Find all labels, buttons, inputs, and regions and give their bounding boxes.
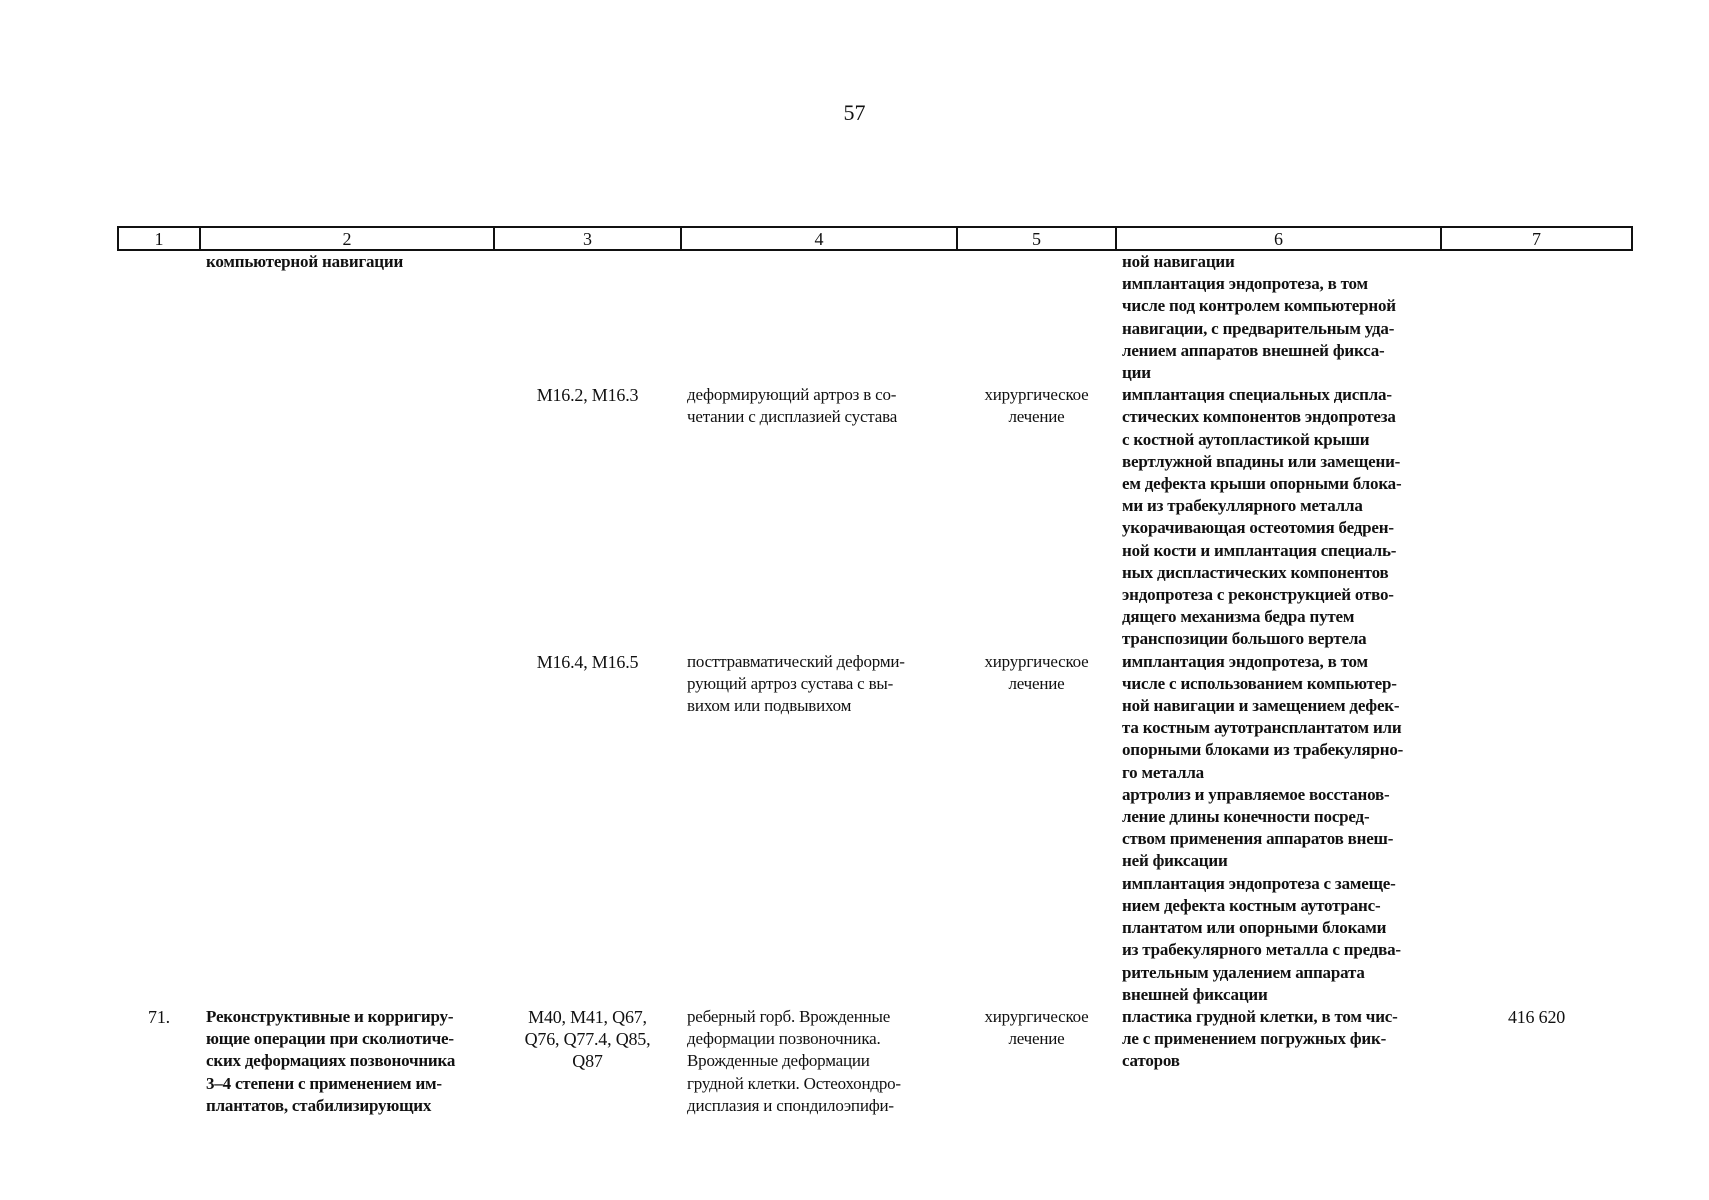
text-line: хирургическое: [984, 385, 1089, 405]
text-line: плантатом или опорными блоками: [1122, 918, 1387, 938]
text-line: ной навигации и замещением дефек-: [1122, 696, 1400, 716]
text-line: деформирующий артроз в со-: [687, 385, 897, 405]
text-line: хирургическое: [984, 1006, 1089, 1026]
text-line: компьютерной навигации: [206, 252, 404, 271]
patient-model-cell: [681, 384, 957, 650]
text-line: грудной клетки. Остеохондро-: [687, 1073, 901, 1093]
procedures-cell: [1116, 1006, 1441, 1117]
text-line: из трабекулярного металла с предва-: [1122, 940, 1401, 960]
text-line: ление длины конечности посред-: [1122, 807, 1370, 827]
text-line: ем дефекта крыши опорными блока-: [1122, 474, 1402, 494]
text-line: M40, M41, Q67,: [528, 1006, 647, 1027]
text-line: четании с дисплазией сустава: [687, 407, 898, 427]
text-line: Q76, Q77.4, Q85,: [524, 1029, 651, 1050]
row-number-cell: [118, 651, 200, 1006]
header-cell: 1: [118, 227, 200, 250]
header-cell: 4: [681, 227, 957, 250]
text-line: эндопротеза с реконструкцией отво-: [1122, 585, 1394, 605]
row-number-cell: [118, 250, 200, 384]
text-line: ле с применением погружных фик-: [1122, 1029, 1387, 1049]
text-line: Q87: [572, 1051, 603, 1072]
text-line: с костной аутопластикой крыши: [1122, 429, 1370, 449]
service-name-cell: [200, 250, 494, 384]
text-line: числе под контролем компьютерной: [1122, 296, 1396, 316]
service-name-cell: [200, 1006, 494, 1117]
patient-model-cell: [681, 651, 957, 1006]
treatment-method-cell: [957, 1006, 1116, 1117]
text-line: реберный горб. Врожденные: [687, 1006, 891, 1026]
text-line: Реконструктивные и корригиру-: [206, 1006, 454, 1026]
text-line: пластика грудной клетки, в том чис-: [1122, 1006, 1398, 1026]
text-line: лечение: [1008, 407, 1065, 427]
text-line: лением аппаратов внешней фикса-: [1122, 340, 1385, 360]
header-cell: 6: [1116, 227, 1441, 250]
text-line: ми из трабекуллярного металла: [1122, 496, 1363, 516]
text-line: укорачивающая остеотомия бедрен-: [1122, 518, 1394, 538]
text-line: дисплазия и спондилоэпифи-: [687, 1095, 894, 1115]
table-row: [118, 250, 1632, 384]
procedures-cell: [1116, 250, 1441, 384]
text-line: ющие операции при сколиотиче-: [206, 1029, 454, 1049]
header-cell: 3: [494, 227, 681, 250]
text-line: рующий артроз сустава с вы-: [687, 673, 894, 693]
table-header-row: [118, 227, 1632, 250]
cell-text: 416 620: [1507, 1006, 1566, 1027]
text-line: вертлужной впадины или замещени-: [1122, 451, 1401, 471]
text-line: 3–4 степени с применением им-: [206, 1073, 442, 1093]
text-line: посттравматический деформи-: [687, 651, 905, 671]
text-line: вихом или подвывихом: [687, 696, 852, 716]
text-line: плантатов, стабилизирующих: [206, 1095, 432, 1115]
icd-codes-cell: [494, 250, 681, 384]
text-line: ских деформациях позвоночника: [206, 1051, 456, 1071]
table-row: [118, 1006, 1632, 1117]
text-line: M16.2, M16.3: [536, 385, 639, 406]
cost-cell: [1441, 1006, 1632, 1117]
text-line: внешней фиксации: [1122, 984, 1268, 1004]
text-line: имплантация эндопротеза с замеще-: [1122, 873, 1396, 893]
text-line: рительным удалением аппарата: [1122, 962, 1365, 982]
cell-text: 71.: [148, 1006, 170, 1027]
text-line: та костным аутотрансплантатом или: [1122, 718, 1402, 738]
table-row: [118, 384, 1632, 650]
text-line: опорными блоками из трабекулярно-: [1122, 740, 1404, 760]
text-line: имплантация эндопротеза, в том: [1122, 274, 1368, 294]
services-table: [117, 226, 1633, 1117]
procedures-cell: [1116, 384, 1441, 650]
text-line: хирургическое: [984, 651, 1089, 671]
text-line: нием дефекта костным аутотранс-: [1122, 895, 1381, 915]
table-row: [118, 651, 1632, 1006]
text-line: стических компонентов эндопротеза: [1122, 407, 1396, 427]
text-line: ней фиксации: [1122, 851, 1228, 871]
text-line: ной навигации: [1122, 252, 1235, 271]
procedures-cell: [1116, 651, 1441, 1006]
header-cell: 7: [1441, 227, 1632, 250]
text-line: ной кости и имплантация специаль-: [1122, 540, 1397, 560]
text-line: го металла: [1122, 762, 1204, 782]
text-line: ством применения аппаратов внеш-: [1122, 829, 1394, 849]
text-line: транспозиции большого вертела: [1122, 629, 1367, 649]
icd-codes-cell: [494, 651, 681, 1006]
cost-cell: [1441, 384, 1632, 650]
text-line: Врожденные деформации: [687, 1051, 870, 1071]
header-cell: 5: [957, 227, 1116, 250]
cost-cell: [1441, 250, 1632, 384]
service-name-cell: [200, 651, 494, 1006]
text-line: дящего механизма бедра путем: [1122, 607, 1355, 627]
text-line: числе с использованием компьютер-: [1122, 673, 1397, 693]
text-line: лечение: [1008, 673, 1065, 693]
page-number: 57: [843, 100, 866, 125]
patient-model-cell: [681, 250, 957, 384]
service-name-cell: [200, 384, 494, 650]
treatment-method-cell: [957, 651, 1116, 1006]
patient-model-cell: [681, 1006, 957, 1117]
text-line: ных диспластических компонентов: [1122, 562, 1389, 582]
text-line: саторов: [1122, 1051, 1180, 1071]
text-line: навигации, с предварительным уда-: [1122, 318, 1395, 338]
treatment-method-cell: [957, 384, 1116, 650]
text-line: имплантация специальных диспла-: [1122, 385, 1392, 405]
text-line: имплантация эндопротеза, в том: [1122, 651, 1368, 671]
row-number-cell: [118, 384, 200, 650]
table-body: [118, 250, 1632, 1117]
icd-codes-cell: [494, 1006, 681, 1117]
text-line: деформации позвоночника.: [687, 1029, 881, 1049]
treatment-method-cell: [957, 250, 1116, 384]
icd-codes-cell: [494, 384, 681, 650]
text-line: лечение: [1008, 1029, 1065, 1049]
text-line: ции: [1122, 363, 1151, 383]
header-cell: 2: [200, 227, 494, 250]
cost-cell: [1441, 651, 1632, 1006]
row-number-cell: [118, 1006, 200, 1117]
text-line: артролиз и управляемое восстанов-: [1122, 784, 1390, 804]
text-line: M16.4, M16.5: [536, 651, 639, 672]
